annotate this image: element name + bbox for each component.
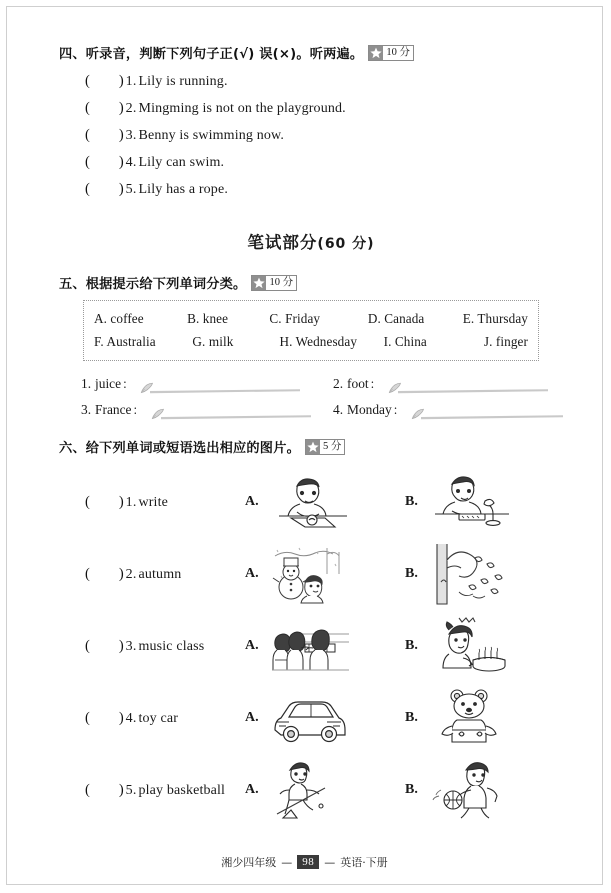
picture-teddy-bear	[429, 686, 515, 750]
question-prompt	[59, 494, 245, 511]
footer-dash-right: —	[324, 855, 336, 869]
section-four-score-badge	[368, 45, 414, 61]
answer-line[interactable]	[398, 379, 548, 390]
picture-child-drawing-on-paper	[269, 470, 355, 534]
option-a-label: A.	[245, 566, 259, 581]
option-b-label: B.	[405, 638, 418, 653]
classify-item	[59, 371, 311, 397]
question-number: 4.	[125, 710, 137, 726]
section-six-points: 5 分	[322, 440, 342, 452]
question-number: 2.	[125, 566, 137, 582]
list-item	[59, 68, 563, 95]
question-text: Benny is swimming now.	[138, 128, 284, 143]
question-text: play basketball	[138, 782, 226, 798]
word-bank-option: I. China	[383, 334, 427, 349]
classify-word: juice	[95, 376, 122, 391]
page-footer	[7, 854, 602, 870]
question-text: music class	[138, 638, 205, 654]
word-bank-option: J. finger	[483, 334, 529, 349]
classify-colon: ：	[122, 377, 135, 391]
question-number: 1.	[125, 494, 137, 510]
list-item	[59, 122, 563, 149]
section-six-heading-text: 六、给下列单词或短语选出相应的图片。	[59, 441, 300, 456]
list-item	[59, 610, 563, 682]
star-icon	[252, 276, 266, 290]
written-part-points: (60 分)	[317, 236, 375, 252]
option-b[interactable]	[405, 470, 555, 534]
word-bank-option: C. Friday	[269, 311, 321, 326]
section-five-points: 10 分	[269, 276, 294, 288]
answer-bracket[interactable]: ( )	[85, 709, 124, 726]
question-text: Lily can swim.	[138, 155, 225, 170]
star-icon	[306, 440, 320, 454]
classify-number: 3.	[81, 402, 92, 417]
section-five-score-badge	[251, 275, 297, 291]
list-item	[59, 538, 563, 610]
word-bank-option: F. Australia	[94, 334, 156, 349]
option-a-label: A.	[245, 782, 259, 797]
question-text: toy car	[138, 710, 179, 726]
word-bank-option: D. Canada	[367, 311, 425, 326]
question-text: Mingming is not on the playground.	[138, 101, 346, 116]
classify-number: 2.	[333, 376, 344, 391]
word-bank-option: E. Thursday	[462, 311, 529, 326]
option-b-label: B.	[405, 566, 418, 581]
classify-item	[311, 397, 563, 423]
section-six-items	[59, 466, 563, 826]
question-number: 2.	[125, 101, 137, 116]
list-item	[59, 682, 563, 754]
question-text: Lily is running.	[138, 74, 228, 89]
section-five-heading-text: 五、根据提示给下列单词分类。	[59, 277, 247, 292]
answer-bracket[interactable]: ( )	[85, 100, 124, 116]
classify-word: France	[95, 402, 132, 417]
question-prompt	[59, 782, 245, 799]
list-item	[59, 754, 563, 826]
question-number: 1.	[125, 74, 137, 89]
exam-page	[6, 6, 603, 885]
classify-number: 1.	[81, 376, 92, 391]
option-a[interactable]	[245, 542, 405, 606]
question-prompt	[59, 710, 245, 727]
answer-bracket[interactable]: ( )	[85, 781, 124, 798]
answer-bracket[interactable]: ( )	[85, 127, 124, 143]
question-number: 5.	[125, 182, 137, 197]
picture-child-writing-at-desk-with-lamp	[429, 470, 515, 534]
option-a-label: A.	[245, 494, 259, 509]
star-icon	[369, 46, 383, 60]
section-four-points: 10 分	[386, 46, 410, 58]
question-prompt	[59, 638, 245, 655]
option-a-label: A.	[245, 638, 259, 653]
question-number: 3.	[125, 638, 137, 654]
picture-girl-with-birthday-cake	[429, 614, 515, 678]
option-b[interactable]	[405, 686, 555, 750]
classify-colon: ：	[369, 377, 382, 391]
classify-item	[311, 371, 563, 397]
question-number: 4.	[125, 155, 137, 170]
classify-colon: ：	[132, 403, 145, 417]
footer-subject: 英语·下册	[340, 856, 388, 869]
question-text: write	[138, 494, 168, 510]
section-five-heading	[59, 273, 563, 292]
answer-bracket[interactable]: ( )	[85, 637, 124, 654]
classify-colon: ：	[392, 403, 405, 417]
footer-textbook-name: 湘少四年级	[221, 856, 277, 869]
word-bank	[83, 300, 539, 361]
option-b[interactable]	[405, 614, 555, 678]
option-b[interactable]	[405, 758, 555, 822]
section-six-heading	[59, 437, 563, 456]
footer-dash-left: —	[281, 855, 293, 869]
option-a[interactable]	[245, 470, 405, 534]
answer-bracket[interactable]: ( )	[85, 181, 124, 197]
picture-children-at-piano	[269, 614, 355, 678]
section-four-heading	[59, 43, 563, 62]
word-bank-option: G. milk	[192, 334, 234, 349]
classify-number: 4.	[333, 402, 344, 417]
option-b-label: B.	[405, 494, 418, 509]
section-four-items	[59, 68, 563, 203]
question-text: autumn	[138, 566, 182, 582]
picture-boy-high-jump	[269, 758, 355, 822]
picture-car	[269, 686, 355, 750]
word-bank-row	[94, 330, 528, 353]
answer-line[interactable]	[161, 405, 311, 416]
answer-bracket[interactable]: ( )	[85, 565, 124, 582]
page-content	[59, 43, 563, 826]
option-a[interactable]	[245, 758, 405, 822]
question-number: 5.	[125, 782, 137, 798]
question-prompt	[59, 566, 245, 583]
section-six-score-badge	[305, 439, 345, 455]
option-b[interactable]	[405, 542, 555, 606]
picture-boy-dribbling-basketball	[429, 758, 515, 822]
classify-answers	[59, 371, 563, 423]
list-item	[59, 466, 563, 538]
classify-item	[59, 397, 311, 423]
picture-tree-with-falling-leaves	[429, 542, 515, 606]
word-bank-option: A. coffee	[94, 311, 144, 326]
answer-line[interactable]	[421, 405, 563, 416]
answer-bracket[interactable]: ( )	[85, 73, 124, 89]
option-a[interactable]	[245, 614, 405, 678]
list-item	[59, 149, 563, 176]
answer-line[interactable]	[150, 379, 300, 390]
written-part-title	[59, 229, 563, 253]
picture-children-with-snowman-winter	[269, 542, 355, 606]
classify-word: foot	[347, 376, 369, 391]
answer-bracket[interactable]: ( )	[85, 154, 124, 170]
answer-bracket[interactable]: ( )	[85, 493, 124, 510]
word-bank-row	[94, 307, 528, 330]
option-a-label: A.	[245, 710, 259, 725]
section-four-heading-text: 四、听录音，判断下列句子正(√) 误(×)。听两遍。	[59, 47, 364, 62]
written-part-title-text: 笔试部分	[247, 233, 318, 252]
question-number: 3.	[125, 128, 137, 143]
word-bank-option: H. Wednesday	[279, 334, 358, 349]
list-item	[59, 176, 563, 203]
classify-word: Monday	[347, 402, 392, 417]
word-bank-option: B. knee	[187, 311, 229, 326]
option-b-label: B.	[405, 782, 418, 797]
question-text: Lily has a rope.	[138, 182, 228, 197]
option-a[interactable]	[245, 686, 405, 750]
page-number: 98	[297, 855, 319, 869]
option-b-label: B.	[405, 710, 418, 725]
list-item	[59, 95, 563, 122]
